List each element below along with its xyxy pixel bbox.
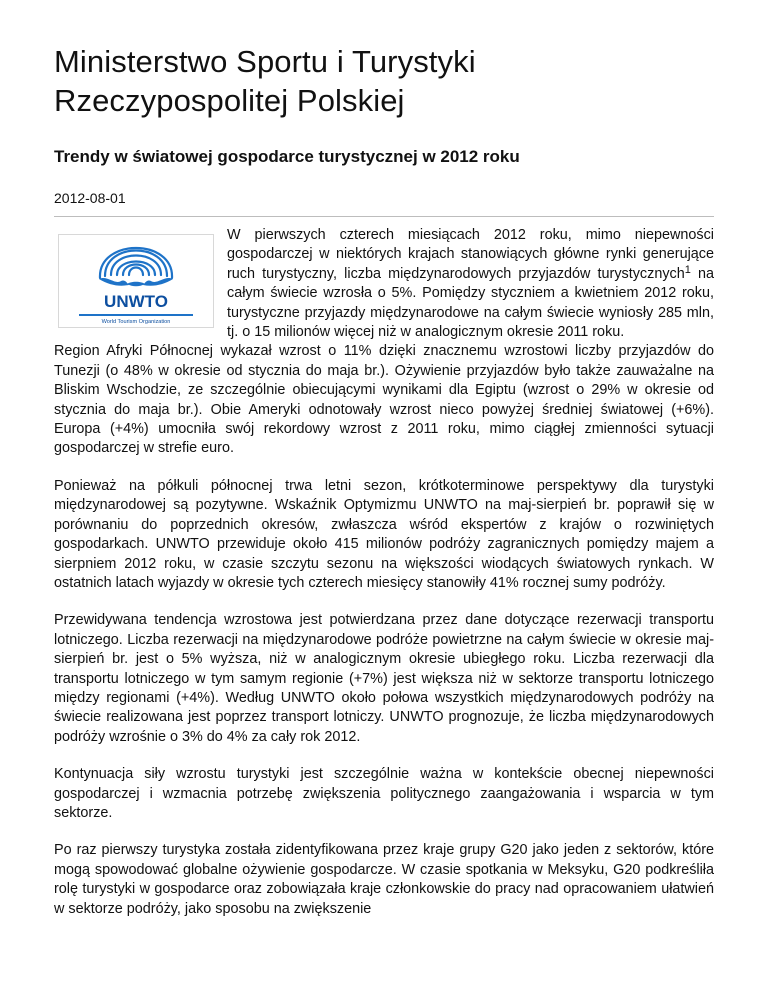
- logo-brand-text: UNWTO: [104, 292, 168, 311]
- paragraph-1-part-a: W pierwszych czterech miesiącach 2012 roku, mimo niepewności gospodarczej w niektórych krajach stanowiących główne rynki generujące ruch turystyczny, liczba międzynarodowych przyjazdów turystycznych: [227, 227, 714, 282]
- paragraph-5: Kontynuacja siły wzrostu turystyki jest szczególnie ważna w kontekście obecnej niepewności gospodarczej i wzmacnia potrzebę zwiększenia politycznego zaangażowania i wsparcia w tym sektorze.: [54, 766, 714, 821]
- unwto-globe-icon: [59, 235, 213, 327]
- article-date: 2012-08-01: [54, 190, 126, 206]
- paragraph-1-part-b: na całym świecie wzrosła o 5%. Pomiędzy styczniem a kwietniem 2012 roku, turystyczne przyjazdy międzynarodowe na całym świecie wyniosły 285 mln, tj. o 15 milionów więcej niż w analogicznym okresie 2011 roku.: [227, 265, 714, 341]
- logo-subtitle-text: World Tourism Organization: [101, 319, 171, 325]
- footnote-marker: 1: [684, 263, 691, 276]
- paragraph-3: Ponieważ na półkuli północnej trwa letni sezon, krótkoterminowe perspektywy dla turystyki międzynarodowej są pozytywne. Wskaźnik Optymizmu UNWTO na maj-sierpień br. poprawił się w porównaniu do poprzednich okresów, zwłaszcza wśród ekspertów z krajów o rozwiniętych gospodarkach. UNWTO przewiduje około 415 milionów podróży zagranicznych pomiędzy majem a sierpniem 2012 roku, w czasie szczytu sezonu na większości wiodących światowych rynkach. W ostatnich latach wyjazdy w okresie tych czterech miesięcy stanowiły 41% rocznej sumy podróży.: [54, 477, 714, 591]
- paragraph-6: Po raz pierwszy turystyka została zidentyfikowana przez kraje grupy G20 jako jeden z sektorów, które mogą spowodować globalne ożywienie gospodarcze. W czasie spotkania w Meksyku, G20 podkreśliła rolę turystyki w gospodarce oraz zobowiązała kraje członkowskie do pracy nad opracowaniem ułatwień w sektorze podróży, jako sposobu na zwiększenie: [54, 842, 714, 917]
- site-title-line2: Rzeczypospolitej Polskiej: [54, 83, 405, 118]
- site-title: [54, 42, 714, 120]
- site-title-line1: Ministerstwo Sportu i Turystyki: [54, 44, 476, 79]
- paragraph-2: Region Afryki Północnej wykazał wzrost o 11% dzięki znacznemu wzrostowi liczby przyjazdów do Tunezji (o 48% w okresie od stycznia do maja br.). Ożywienie przyjazdów było także zauważalne na Bliskim Wschodzie, ze szczególnie obiecującymi wynikami dla Egiptu (wzrost o 29% w okresie od stycznia do maja br.). Obie Ameryki odnotowały wzrost nieco powyżej średniej światowej (+6%). Europa (+4%) umocniła swój rekordowy wzrost z 2011 roku, mimo ciągłej zmienności sytuacji gospodarczej w strefie euro.: [54, 343, 714, 457]
- article-body: [54, 226, 714, 919]
- logo-bar: [79, 314, 193, 316]
- unwto-logo: [58, 234, 214, 328]
- article-title: Trendy w światowej gospodarce turystycznej w 2012 roku: [54, 147, 520, 166]
- paragraph-4: Przewidywana tendencja wzrostowa jest potwierdzana przez dane dotyczące rezerwacji transportu lotniczego. Liczba rezerwacji na międzynarodowe podróże powietrzne na całym świecie w okresie maj-sierpień br. jest o 5% wyższa, niż w analogicznym okresie ubiegłego roku. Liczba rezerwacji dla transportu lotniczego w tym samym regionie (+7%) jest większa niż w sektorze transportu lotniczego między regionami (+4%). Według UNWTO około połowa wszystkich międzynarodowych podróży na świecie realizowana jest poprzez transport lotniczy. UNWTO prognozuje, że liczba międzynarodowych podróży wzrośnie o 3% do 4% za cały rok 2012.: [54, 612, 714, 745]
- header-divider: [54, 216, 714, 217]
